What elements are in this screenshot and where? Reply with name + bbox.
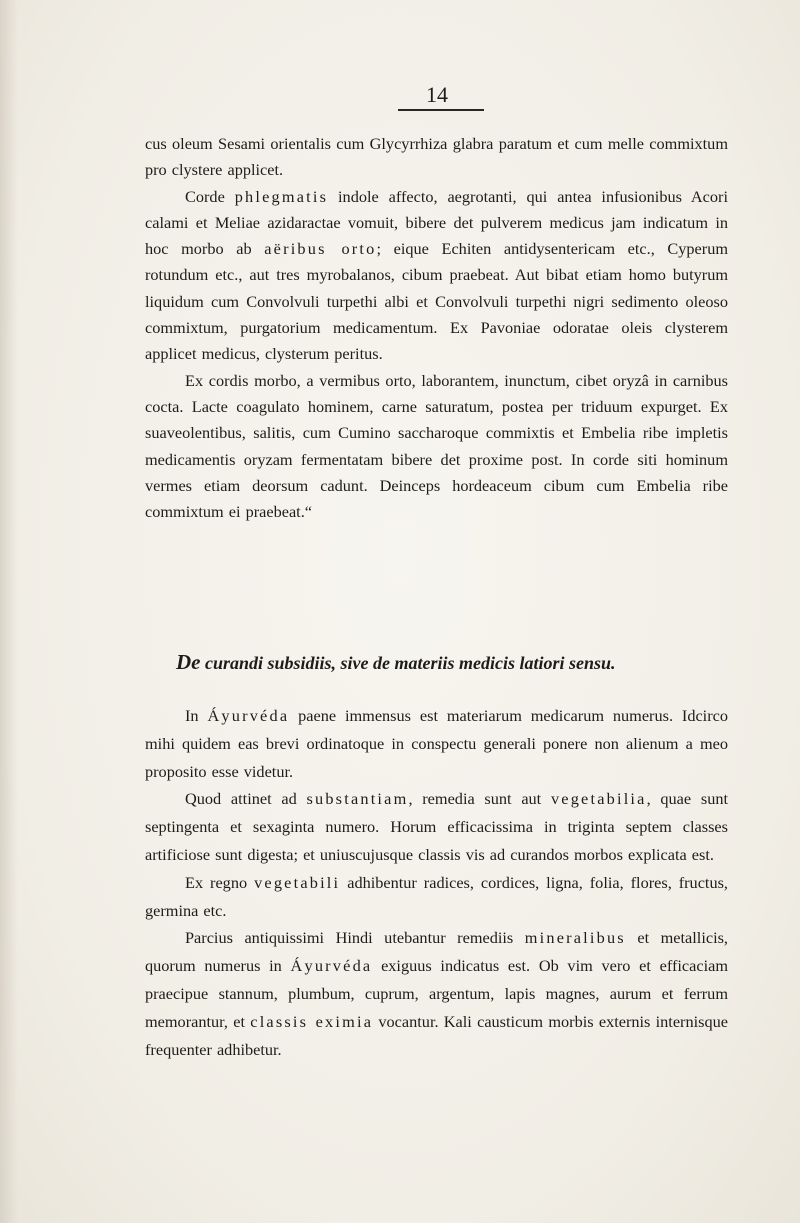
paragraph (145, 702, 728, 785)
spaced-term: classis eximia (250, 1011, 374, 1031)
text-run: Ex regno (185, 872, 255, 892)
spaced-term: substantiam (306, 789, 409, 809)
spaced-term: phlegmatis (234, 186, 329, 206)
text-run: Corde (185, 186, 235, 206)
heading-text: curandi subsidiis, sive de materiis medicis latiori sensu. (200, 653, 616, 673)
paragraph (145, 785, 728, 868)
paragraph (145, 869, 728, 925)
spaced-term: vegetabilia (550, 789, 647, 809)
page-binding-shadow (0, 0, 18, 1223)
text-run: indole affecto, aegrotanti, qui antea infusionibus Acori calami et Meliae azidaractae vomuit, bibere det pulverem medicus jam indicatum in hoc morbo ab (145, 186, 728, 259)
text-run: , quae sunt septingenta et sexaginta numero. Horum efficacissima in triginta septem classes artificiose sunt digesta; et uniuscujusque classis vis ad curandos morbos explicata est. (145, 789, 729, 864)
text-run: adhibentur radices, cordices, ligna, folia, flores, fructus, germina etc. (145, 872, 728, 920)
text-run: Quod attinet ad (185, 789, 307, 809)
section-heading (176, 649, 736, 676)
text-run: ; eique Echiten antidysentericam etc., Cyperum rotundum etc., aut tres myrobalanos, cibum praebeat. Aut bibat etiam homo butyrum liquidum cum Convolvuli turpethi albi et Convolvuli turpethi nigri sedimento oleoso commixtum, purgatorium medicamentum. Ex Pavoniae odoratae oleis clysterem applicet medicus, clysterum peritus. (145, 239, 729, 364)
spaced-term: aëribus orto (264, 239, 377, 259)
text-run: exiguus indicatus est. Ob vim vero et efficaciam praecipue stannum, plumbum, cuprum, argentum, lapis magnes, aurum et ferrum memorantur, et (145, 956, 728, 1031)
text-run: In (185, 706, 208, 725)
text-run: paene immensus est materiarum medicarum numerus. Idcirco mihi quidem eas brevi ordinatoque in conspectu generali ponere non alienum a meo proposito esse videtur. (145, 706, 728, 781)
paragraph (145, 368, 728, 526)
spaced-term: mineralibus (524, 928, 626, 948)
text-run: vocantur. Kali causticum morbis externis internisque frequenter adhibetur. (145, 1011, 728, 1059)
heading-prefix: De (176, 650, 201, 674)
spaced-term: vegetabili (254, 872, 341, 892)
section-two-text (145, 702, 728, 1063)
text-run: Ex cordis morbo, a vermibus orto, laborantem, inunctum, cibet oryzâ in carnibus cocta. Lacte coagulato hominem, carne saturatum, postea per triduum expurget. Ex suaveolentibus, salitis, cum Cumino saccharoque commixtis et Embelia ribe impletis medicamentis oryzam fermentatam bibere det proxime post. In corde siti hominum vermes etiam deorsum cadunt. Deinceps hordeaceum cibum cum Embelia ribe commixtum ei praebeat.“ (145, 370, 728, 522)
paragraph (145, 924, 728, 1063)
text-run: et metallicis, quorum numerus in (145, 928, 728, 976)
paragraph (145, 131, 728, 184)
text-run: , remedia sunt aut (408, 789, 551, 809)
page-number-rule (398, 109, 484, 111)
page-number: 14 (426, 82, 448, 107)
text-run: Parcius antiquissimi Hindi utebantur remediis (185, 928, 525, 948)
section-one-text (145, 131, 728, 525)
spaced-term: Áyurvéda (207, 706, 290, 725)
text-run: cus oleum Sesami orientalis cum Glycyrrhiza glabra paratum et cum melle commixtum pro clystere applicet. (145, 134, 728, 180)
paragraph (145, 184, 728, 368)
spaced-term: Áyurvéda (290, 956, 373, 976)
